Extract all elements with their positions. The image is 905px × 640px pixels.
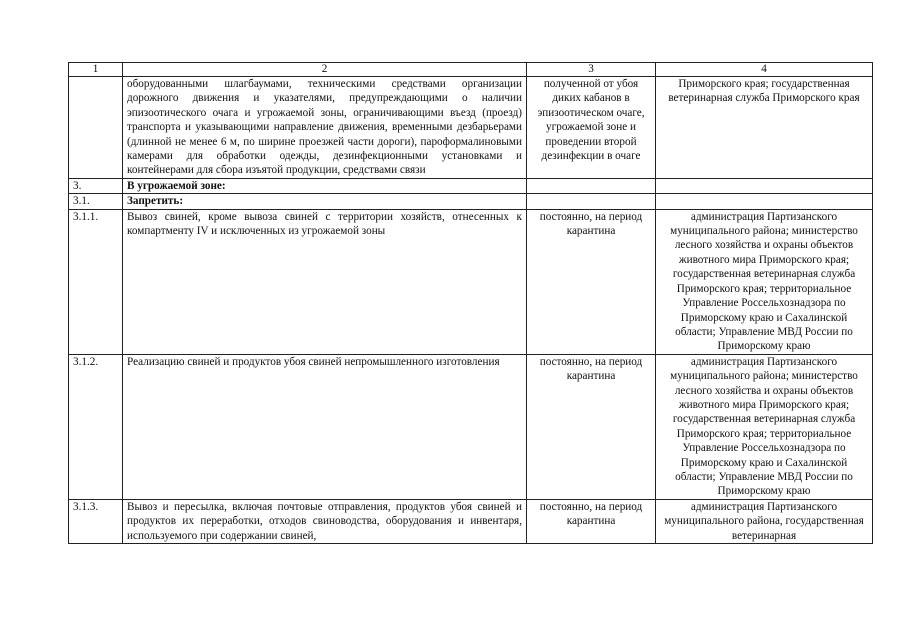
row-number: 3.1.1. bbox=[69, 209, 123, 354]
responsible-text bbox=[656, 194, 873, 209]
table-row bbox=[69, 354, 873, 499]
deadline-text: постоянно, на период карантина bbox=[527, 354, 656, 499]
table-row bbox=[69, 209, 873, 354]
section-heading: В угрожаемой зоне: bbox=[123, 178, 527, 193]
measure-text: Реализацию свиней и продуктов убоя свиней непромышленного изготовления bbox=[123, 354, 527, 499]
table-row bbox=[69, 77, 873, 179]
column-number-4: 4 bbox=[656, 63, 873, 77]
responsible-text: Приморского края; государственная ветеринарная служба Приморского края bbox=[656, 77, 873, 179]
deadline-text: постоянно, на период карантина bbox=[527, 499, 656, 543]
subsection-heading: Запретить: bbox=[123, 194, 527, 209]
table-row bbox=[69, 178, 873, 193]
column-number-2: 2 bbox=[123, 63, 527, 77]
table-row bbox=[69, 194, 873, 209]
measure-text: Вывоз свиней, кроме вывоза свиней с территории хозяйств, отнесенных к компартменту IV и исключенных из угрожаемой зоны bbox=[123, 209, 527, 354]
responsible-text bbox=[656, 178, 873, 193]
measure-text: оборудованными шлагбаумами, техническими средствами организации дорожного движения и указателями, предупреждающими о наличии эпизоотического очага и угрожаемой зоны, ограничивающими въезд (проезд) транспорта и указывающими направление движения, временными дезбарьерами (длинной не менее 6 м, по ширине проезжей части дороги), пароформалиновыми камерами для обработки одежды, дезинфекционными установками и контейнерами для сбора изъятой продукции, средствами связи bbox=[123, 77, 527, 179]
deadline-text bbox=[527, 178, 656, 193]
deadline-text: полученной от убоя диких кабанов в эпизоотическом очаге, угрожаемой зоне и проведении второй дезинфекции в очаге bbox=[527, 77, 656, 179]
table-row bbox=[69, 499, 873, 543]
row-number: 3.1.2. bbox=[69, 354, 123, 499]
deadline-text: постоянно, на период карантина bbox=[527, 209, 656, 354]
responsible-text: администрация Партизанского муниципального района; министерство лесного хозяйства и охраны объектов животного мира Приморского края; государственная ветеринарная служба Приморского края; территориальное Управление Россельхознадзора по Приморскому краю и Сахалинской области; Управление МВД России по Приморскому краю bbox=[656, 354, 873, 499]
column-number-3: 3 bbox=[527, 63, 656, 77]
responsible-text: администрация Партизанского муниципального района, государственная ветеринарная bbox=[656, 499, 873, 543]
row-number bbox=[69, 77, 123, 179]
responsible-text: администрация Партизанского муниципального района; министерство лесного хозяйства и охраны объектов животного мира Приморского края; государственная ветеринарная служба Приморского края; территориальное Управление Россельхознадзора по Приморскому краю и Сахалинской области; Управление МВД России по Приморскому краю bbox=[656, 209, 873, 354]
column-number-row bbox=[69, 63, 873, 77]
row-number: 3.1.3. bbox=[69, 499, 123, 543]
column-number-1: 1 bbox=[69, 63, 123, 77]
row-number: 3.1. bbox=[69, 194, 123, 209]
deadline-text bbox=[527, 194, 656, 209]
measures-table bbox=[68, 62, 873, 544]
measure-text: Вывоз и пересылка, включая почтовые отправления, продуктов убоя свиней и продуктов их переработки, отходов свиноводства, оборудования и инвентаря, используемого при содержании свиней, bbox=[123, 499, 527, 543]
row-number: 3. bbox=[69, 178, 123, 193]
